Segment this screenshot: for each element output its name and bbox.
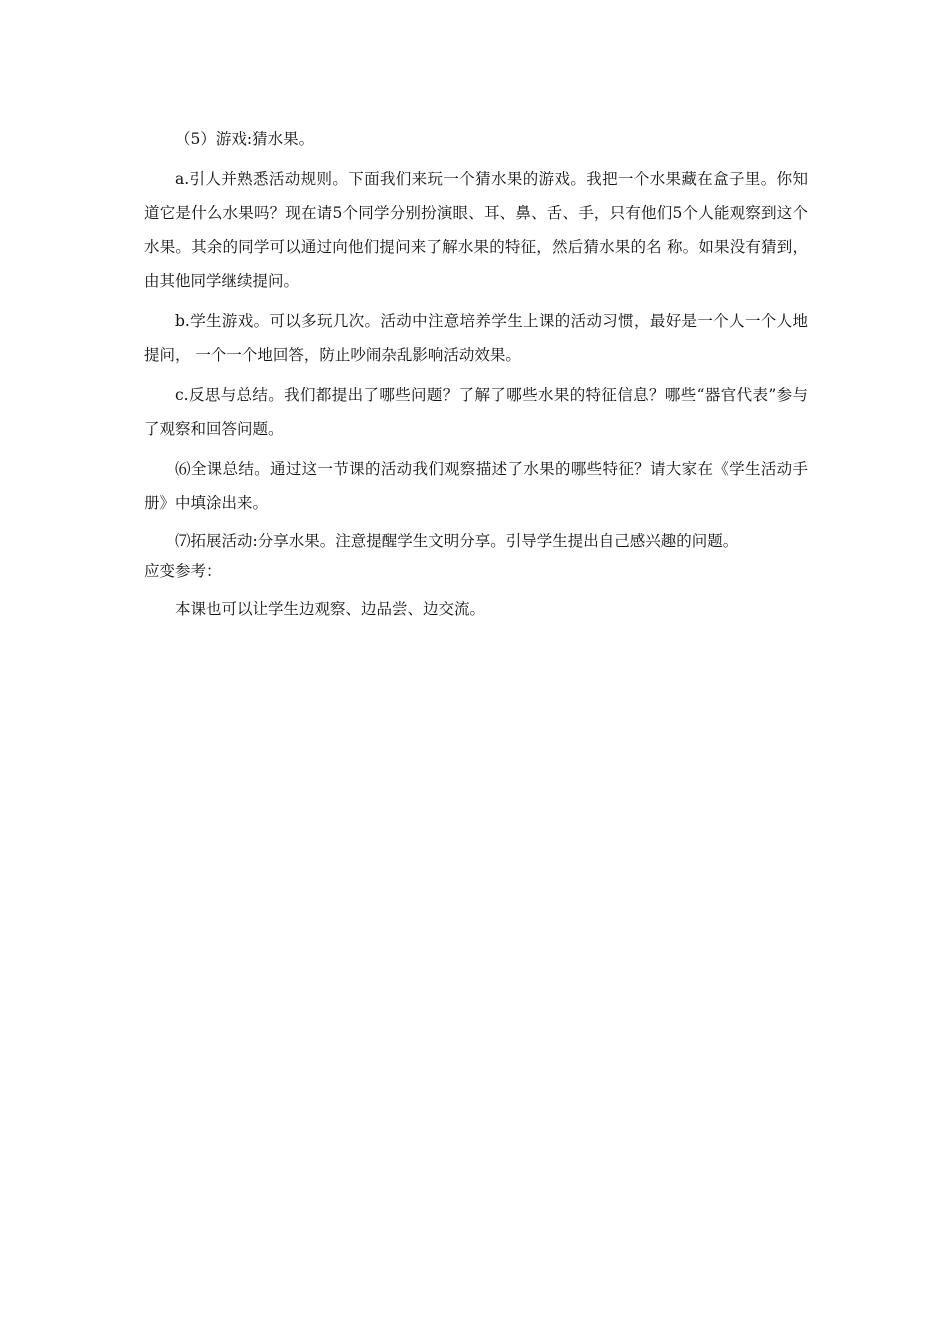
paragraph-contingency-heading: 应变参考： — [144, 562, 222, 580]
paragraph-game-title: （5）游戏:猜水果。 — [175, 130, 315, 148]
document-body — [144, 122, 808, 626]
paragraph-summary: ⑹全课总结。通过这一节课的活动我们观察描述了水果的哪些特征？请大家在《学生活动手册》中填涂出来。 — [144, 460, 808, 512]
paragraph-extension: ⑺拓展活动:分享水果。注意提醒学生文明分享。引导学生提出自己感兴趣的问题。 — [175, 532, 739, 550]
paragraph-contingency: 本课也可以让学生边观察、边品尝、边交流。 — [175, 600, 486, 618]
paragraph-rules: a.引人并熟悉活动规则。下面我们来玩一个猜水果的游戏。我把一个水果藏在盒子里。你知道它是什么水果吗？现在请5个同学分别扮演眼、耳、鼻、舌、手，只有他们5个人能观察到这个水果。其余的同学可以通过向他们提问来了解水果的特征，然后猜水果的名 称。如果没有猜到，由其他同学继续提问。 — [144, 170, 808, 290]
paragraph-reflection: c.反思与总结。我们都提出了哪些问题？了解了哪些水果的特征信息？哪些“器官代表”参与了观察和回答问题。 — [144, 386, 808, 438]
paragraph-student-game: b.学生游戏。可以多玩几次。活动中注意培养学生上课的活动习惯，最好是一个人一个人地提问， 一个一个地回答，防止吵闹杂乱影响活动效果。 — [144, 312, 808, 364]
